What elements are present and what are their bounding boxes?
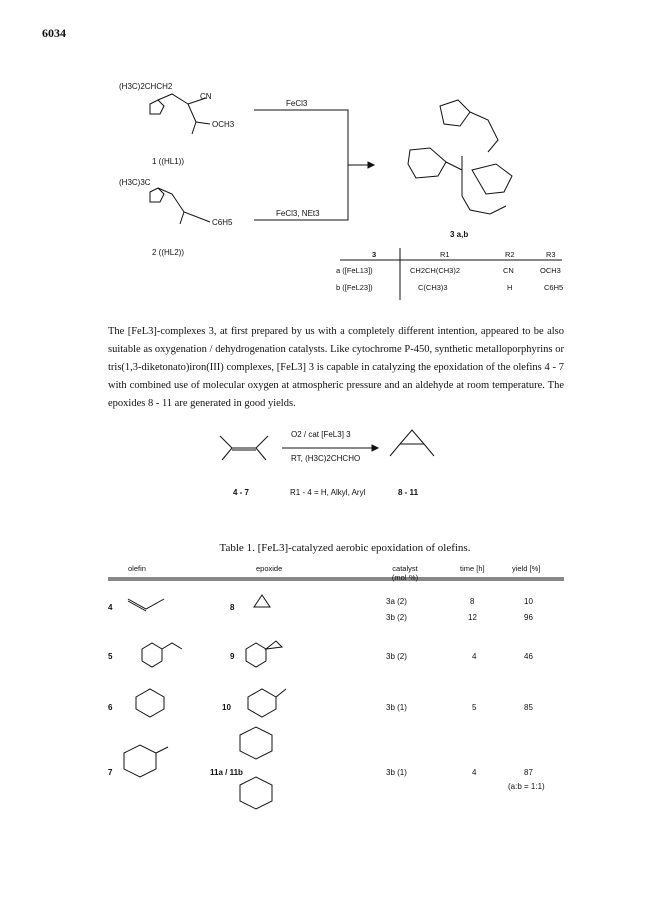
subst-row-b-id: b ([FeL23]) <box>336 283 373 292</box>
col-header-catalyst: catalyst (mol-%) <box>391 564 419 582</box>
reaction-conditions-bottom: RT, (H3C)2CHCHO <box>291 454 361 463</box>
ligand1-label: 1 ((HL1)) <box>152 157 185 166</box>
row3-time: 4 <box>472 652 477 661</box>
ratio-note: (a:b = 1:1) <box>508 782 545 791</box>
row5-epoxide: 11a / 11b <box>210 768 243 777</box>
row2-catalyst: 3b (2) <box>386 613 407 622</box>
row5-olefin: 7 <box>108 768 113 777</box>
reaction-conditions-top: O2 / cat [FeL3] 3 <box>291 430 351 439</box>
page-number: 6034 <box>42 26 66 40</box>
ligand2-label: 2 ((HL2)) <box>152 248 185 257</box>
body-paragraph: The [FeL3]-complexes 3, at first prepared by us with a completely different intention, appeared to be also suitable as oxygenation / dehydrogenation catalysts. Like cytochrome P-450, synthetic metalloporphyrins or tris(1,3-diketonato)iron(III) complexes, [FeL3] 3 is capable in catalyzing the epoxidation of the olefins 4 - 7 with combined use of molecular oxygen at atmospheric pressure and an aldehyde at room temperature. The epoxides 8 - 11 are generated in good yields. <box>108 326 564 409</box>
ligand1-substituent: (H3C)2CHCH2 <box>119 82 173 91</box>
subst-header-r3: R3 <box>546 250 556 259</box>
row1-catalyst: 3a (2) <box>386 597 407 606</box>
row3-epoxide: 9 <box>230 652 235 661</box>
ligand1-cyano: CN <box>200 92 212 101</box>
ligand2-substituent: (H3C)3C <box>119 178 151 187</box>
row4-olefin: 6 <box>108 703 113 712</box>
substituent-definition: R1 - 4 = H, Alkyl, Aryl <box>290 488 366 497</box>
ligand2-aryl: C6H5 <box>212 218 233 227</box>
reaction-drawing <box>0 412 672 492</box>
row1-time: 8 <box>470 597 475 606</box>
subst-header-r1: R1 <box>440 250 450 259</box>
reagent-bottom: FeCl3, NEt3 <box>276 209 320 218</box>
row3-olefin: 5 <box>108 652 113 661</box>
subst-header-id: 3 <box>372 250 377 259</box>
row3-catalyst: 3b (2) <box>386 652 407 661</box>
subst-row-b-r1: C(CH3)3 <box>418 283 448 292</box>
row2-time: 12 <box>468 613 477 622</box>
row5-catalyst: 3b (1) <box>386 768 407 777</box>
row2-yield: 96 <box>524 613 533 622</box>
subst-row-a-id: a ([FeL13]) <box>336 266 373 275</box>
row4-yield: 85 <box>524 703 533 712</box>
table-structures <box>0 585 672 825</box>
subst-header-r2: R2 <box>505 250 515 259</box>
subst-row-b-r2: H <box>507 283 513 292</box>
subst-row-a-r2: CN <box>503 266 514 275</box>
row3-yield: 46 <box>524 652 533 661</box>
row1-olefin: 4 <box>108 603 113 612</box>
col-header-yield: yield [%] <box>512 564 541 573</box>
row1-epoxide: 8 <box>230 603 235 612</box>
ligand1-ester: OCH3 <box>212 120 235 129</box>
subst-row-a-r1: CH2CH(CH3)2 <box>410 266 461 275</box>
col-header-olefin: olefin <box>128 564 146 573</box>
row5-time: 4 <box>472 768 477 777</box>
reagent-top: FeCl3 <box>286 99 308 108</box>
row5-yield: 87 <box>524 768 533 777</box>
col-header-epoxide: epoxide <box>256 564 283 573</box>
complex-label: 3 a,b <box>450 230 469 239</box>
row1-yield: 10 <box>524 597 533 606</box>
reactant-range: 4 - 7 <box>233 488 250 497</box>
col-header-time: time [h] <box>460 564 485 573</box>
row4-epoxide: 10 <box>222 703 231 712</box>
subst-row-a-r3: OCH3 <box>540 266 561 275</box>
subst-row-b-r3: C6H5 <box>544 283 564 292</box>
product-range: 8 - 11 <box>398 488 419 497</box>
row4-time: 5 <box>472 703 477 712</box>
table-caption: Table 1. [FeL3]-catalyzed aerobic epoxidation of olefins. <box>219 542 471 554</box>
row4-catalyst: 3b (1) <box>386 703 407 712</box>
